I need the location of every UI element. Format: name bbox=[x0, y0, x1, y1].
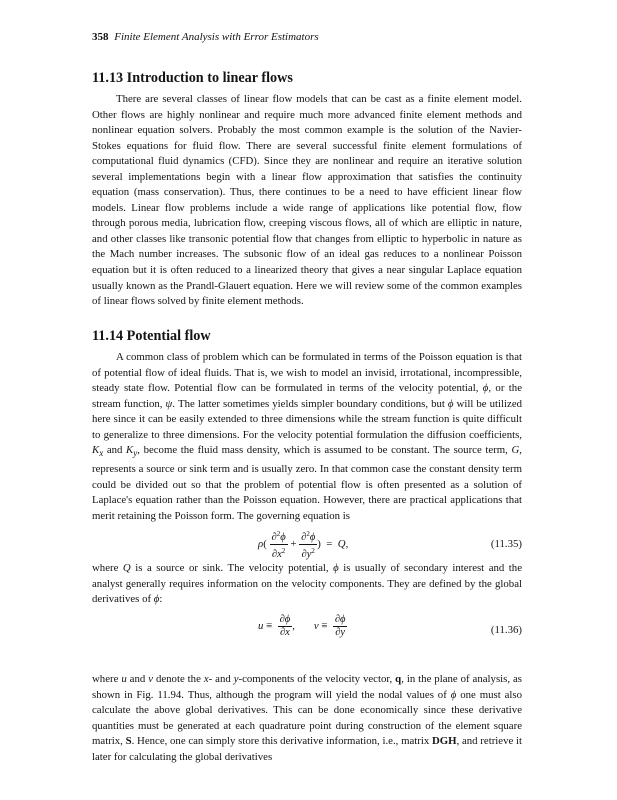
running-header bbox=[92, 31, 319, 43]
running-title: Finite Element Analysis with Error Estimators bbox=[114, 31, 319, 43]
section-heading-linear-flows: 11.13 Introduction to linear flows bbox=[92, 70, 293, 86]
equation-number: (11.36) bbox=[490, 624, 522, 636]
potential-flow-paragraph: A common class of problem which can be formulated in terms of the Poisson equation is that of potential flow of ideal fluids. That is, we wish to model an invisid, irrotational, incompressible, steady state flow. Potential flow can be formulated in terms of the velocity potential, ϕ, or the stream function, ψ. The latter sometimes yields simpler boundary conditions, but ϕ will be utilized here since it can be easily extended to three dimensions while the stream function is quite difficult to generalize to three dimensions. For the velocity potential formulation the diffusion coefficients, $K_x$ and $K_y$, become the fluid mass density, which is assumed to be constant. The source term, G, represents a source or sink term and is usually zero. In that common case the constant density term could be divided out so that the problem of potential flow is often presented as a solution of Laplace's equation rather than the Poisson equation. However, there are practical applications that merit retaining the Poisson form. The governing equation is bbox=[92, 351, 523, 522]
equation-number: (11.35) bbox=[490, 538, 522, 550]
page-number: 358 bbox=[92, 31, 109, 43]
equation-11-36: u ≡ $\frac{\partial\phi}{\partial x}$ , v ≡ $\frac{\partial\phi}{\partial y}$ (11.36) bbox=[258, 614, 522, 638]
section-heading-potential-flow: 11.14 Potential flow bbox=[92, 328, 211, 344]
equation-11-35: ρ( $\frac{\partial^2\phi}{\partial x^2}$ + $\frac{\partial^2\phi}{\partial y^2}$ ) = Q, (11.35) bbox=[258, 530, 522, 560]
velocity-paragraph: where Q is a source or sink. The velocity potential, ϕ is usually of secondary interest and the analyst generally requires information on the velocity components. They are defined by the global derivatives of ϕ: bbox=[92, 562, 522, 606]
intro-paragraph: There are several classes of linear flow models that can be cast as a finite element model. Other flows are highly nonlinear and require much more advanced finite element methods and nonlinear equation solvers. Probably the most common example is the solution of the Navier-Stokes equations for fluid flow. There are several successful finite element formulations of computational fluid dynamics (CFD). Since they are nonlinear and require an iterative solution several implementations begin with a linear flow approximation that satisfies the continuity equation (mass conservation). Thus, there continues to be a need to have efficient linear flow models. Linear flow problems include a wide range of applications like potential flow, flow through porous media, lubrication flow, creeping viscous flows, all of which are elliptic in nature, and other classes like transonic potential flow that changes from elliptic to hyperbolic in nature as the Mach number increases. The subsonic flow of an ideal gas reduces to a nonlinear Poisson equation but it is often reduced to a linearized theory that gives a near singular Laplace equation usually known as the Prandl-Glauert equation. Here we will review some of the common examples of linear flows solved by finite element methods. bbox=[92, 93, 522, 308]
derivatives-paragraph: where u and v denote the x- and y-components of the velocity vector, q, in the plane of analysis, as shown in Fig. 11.94. Thus, although the program will yield the nodal values of ϕ one must also calculate the above global derivatives. This can be done economically since these derivative quantities must be generated at each quadrature point during construction of the element square matrix, S. Hence, one can simply store this derivative information, i.e., matrix DGH, and retrieve it later for calculating the global derivatives bbox=[92, 673, 522, 763]
